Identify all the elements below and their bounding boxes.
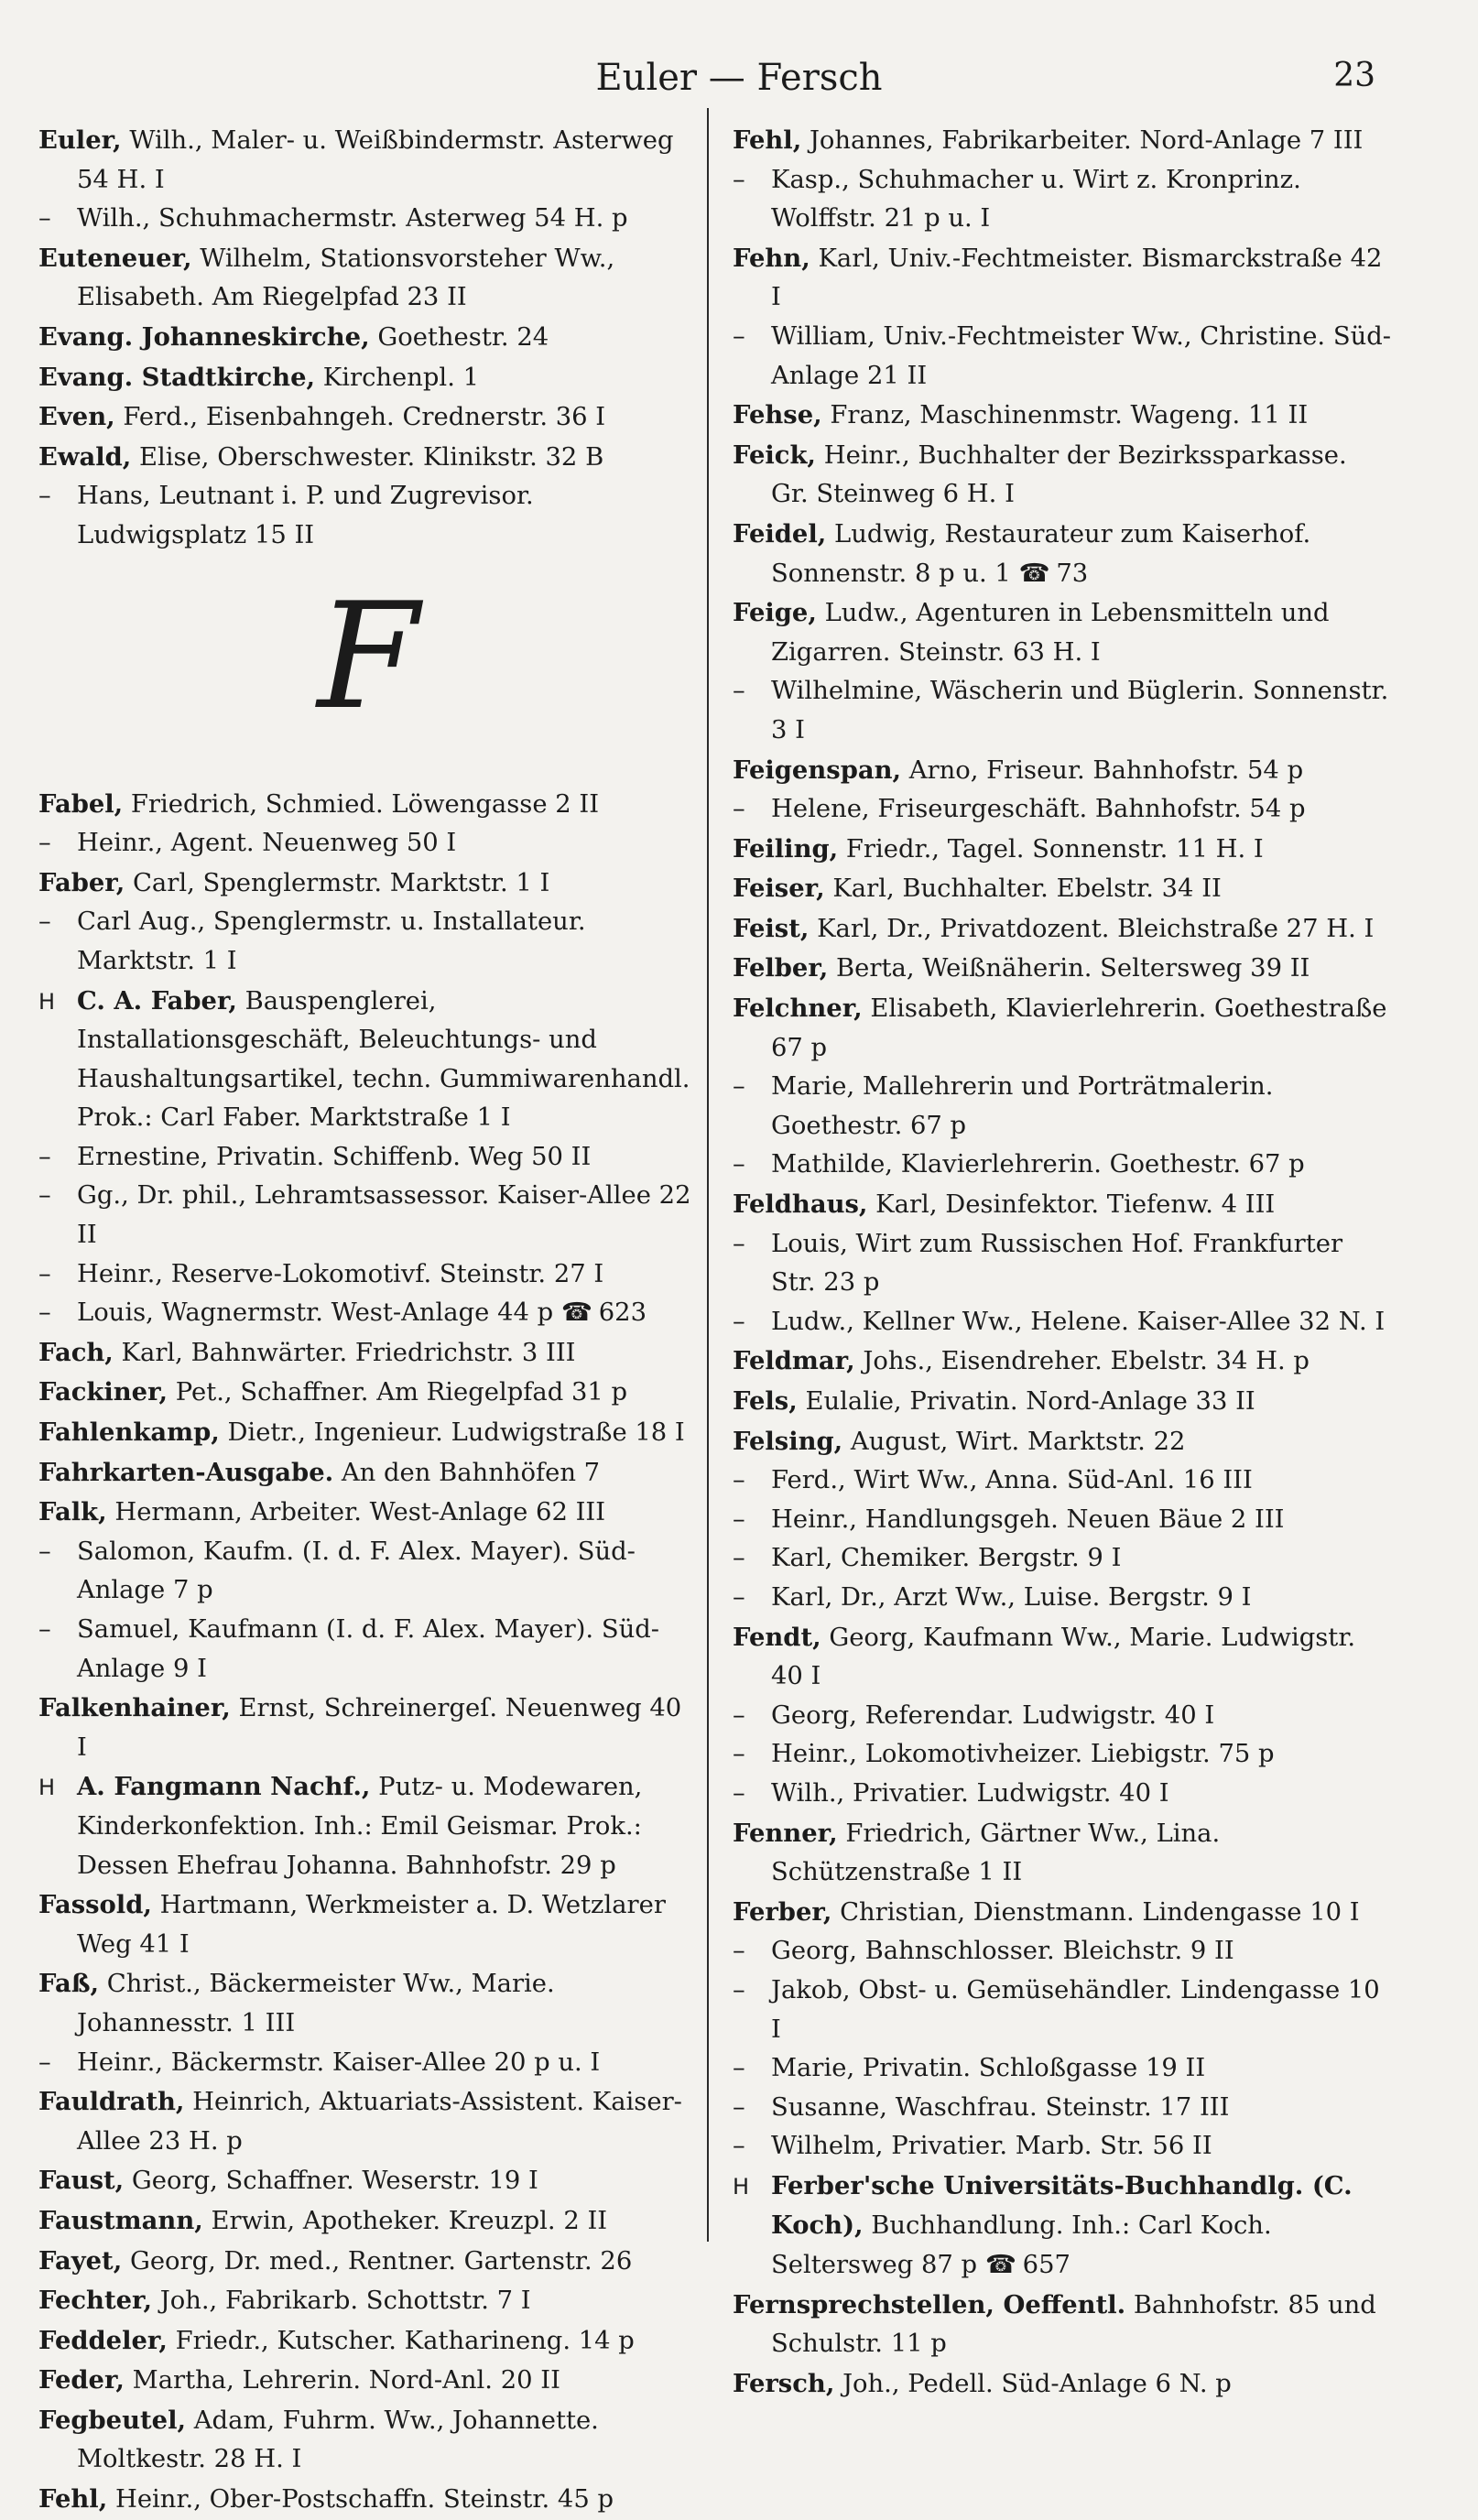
dash-mark: –	[733, 1937, 745, 1966]
directory-entry	[38, 1689, 698, 1767]
entry-name: A. Fangmann Nachf.,	[77, 1772, 371, 1802]
sub-entry	[38, 1255, 698, 1295]
sub-entry	[38, 903, 698, 981]
entry-name: Fenner,	[733, 1818, 838, 1848]
entry-details: Karl, Chemiker. Bergstr. 9 I	[771, 1544, 1122, 1573]
entry-details: Heinr., Lokomotivheizer. Liebigstr. 75 p	[771, 1740, 1275, 1769]
directory-entry	[733, 1382, 1392, 1422]
entry-details: Heinr., Ober-Postschaffn. Steinstr. 45 p	[107, 2485, 614, 2515]
directory-entry	[38, 2401, 698, 2480]
entry-name: Fackiner,	[38, 1377, 168, 1407]
directory-entry	[38, 2321, 698, 2362]
entry-details: Marie, Privatin. Schloßgasse 19 II	[771, 2054, 1206, 2083]
entry-name: Fabel,	[38, 788, 124, 819]
entry-details: Christ., Bäckermeister Ww., Marie. Johannesstr. 1 III	[77, 1970, 555, 2037]
dash-mark: –	[733, 1504, 745, 1534]
entry-details: Bahnhofstr. 85 und Schulstr. 11 p	[771, 2290, 1376, 2359]
entry-name: Felchner,	[733, 994, 863, 1024]
entry-details: Samuel, Kaufmann (I. d. F. Alex. Mayer). Süd-Anlage 9 I	[77, 1615, 660, 1683]
dash-mark: –	[733, 1229, 745, 1258]
directory-entry	[38, 1767, 698, 1885]
entry-details: Heinr., Bäckermstr. Kaiser-Allee 20 p u. I	[77, 2048, 601, 2077]
entry-details: Heinr., Reserve-Lokomotivf. Steinstr. 27 I	[77, 1259, 604, 1288]
directory-entry	[733, 593, 1392, 672]
entry-name: Feist,	[733, 913, 810, 943]
entry-details: Franz, Maschinenmstr. Wageng. 11 II	[821, 401, 1309, 430]
directory-entry	[733, 515, 1392, 593]
entry-details: Buchhandlung. Inh.: Carl Koch. Seltersweg 87 p	[771, 2211, 1272, 2280]
sub-entry	[38, 1138, 698, 1178]
dash-mark: –	[38, 829, 51, 858]
entry-details: Erwin, Apotheker. Kreuzpl. 2 II	[202, 2206, 608, 2235]
sub-entry	[38, 1294, 698, 1333]
phone-number: 73	[1056, 559, 1089, 588]
entry-details: Georg, Kaufmann Ww., Marie. Ludwigstr. 40 I	[771, 1623, 1356, 1691]
sub-entry	[38, 1611, 698, 1689]
entry-details: Wilhelmine, Wäscherin und Büglerin. Sonnenstr. 3 I	[771, 677, 1389, 744]
entry-name: Euteneuer,	[38, 243, 192, 273]
sub-entry	[733, 1579, 1392, 1618]
sub-entry	[733, 1501, 1392, 1540]
dash-mark: –	[733, 1700, 745, 1730]
entry-details: Heinr., Handlungsgeh. Neuen Bäue 2 III	[771, 1504, 1285, 1534]
dash-mark: –	[733, 165, 745, 194]
entry-name: Feige,	[733, 598, 817, 628]
left-entries-after-letter	[38, 785, 698, 2520]
directory-entry	[38, 2201, 698, 2242]
entry-details: Friedr., Tagel. Sonnenstr. 11 H. I	[838, 834, 1264, 864]
entry-details: Wilh., Maler- u. Weißbindermstr. Asterweg 54 H. I	[77, 126, 674, 194]
entry-details: Elisabeth, Klavierlehrerin. Goethestraße 67 p	[771, 994, 1387, 1062]
sub-entry	[733, 2049, 1392, 2089]
entry-details: Louis, Wagnermstr. West-Anlage 44 p	[77, 1298, 554, 1328]
entry-name: C. A. Faber,	[77, 985, 237, 1016]
entry-details: Wilh., Schuhmachermstr. Asterweg 54 H. p	[77, 204, 628, 234]
entry-name: Fach,	[38, 1337, 114, 1367]
directory-entry	[733, 2286, 1392, 2364]
sub-entry	[38, 477, 698, 555]
entry-details: Pet., Schaffner. Am Riegelpfad 31 p	[168, 1378, 628, 1407]
entry-details: Martha, Lehrerin. Nord-Anl. 20 II	[124, 2366, 560, 2395]
entry-name: Ferber'sche Universitäts-Buchhandlg. (C. Koch),	[771, 2170, 1353, 2241]
sub-entry	[733, 1775, 1392, 1814]
right-entries	[733, 121, 1392, 2404]
directory-entry	[733, 1814, 1392, 1893]
telephone-icon: ☎	[984, 2251, 1015, 2280]
entry-details: Marie, Mallehrerin und Porträtmalerin. Goethestr. 67 p	[771, 1072, 1274, 1140]
entry-name: Feidel,	[733, 518, 827, 549]
dash-mark: –	[38, 1537, 51, 1566]
sub-entry	[733, 2127, 1392, 2167]
entry-name: Fechter,	[38, 2286, 153, 2316]
directory-entry	[38, 1964, 698, 2043]
entry-name: Fehl,	[733, 125, 802, 155]
dash-mark: –	[733, 2132, 745, 2161]
entry-details: Kirchenpl. 1	[315, 363, 480, 392]
dash-mark: –	[733, 1740, 745, 1769]
dash-mark: –	[733, 2092, 745, 2122]
directory-entry	[733, 869, 1392, 909]
dash-mark: –	[733, 1150, 745, 1179]
dash-mark: –	[38, 1142, 51, 1171]
entry-details: Heinrich, Aktuariats-Assistent. Kaiser-Allee 23 H. p	[77, 2088, 682, 2156]
section-letter: F	[317, 570, 419, 742]
entry-name: Fendt,	[733, 1622, 821, 1652]
dash-mark: –	[733, 1466, 745, 1495]
entry-details: Wilh., Privatier. Ludwigstr. 40 I	[771, 1778, 1169, 1808]
directory-entry	[38, 318, 698, 358]
entry-details: Joh., Fabrikarb. Schottstr. 7 I	[152, 2286, 531, 2316]
entry-details: Ludw., Agenturen in Lebensmitteln und Zigarren. Steinstr. 63 H. I	[771, 599, 1330, 667]
sub-entry	[38, 1177, 698, 1255]
entry-name: Fehl,	[38, 2484, 108, 2515]
dash-mark: –	[38, 204, 51, 234]
entry-name: Feigenspan,	[733, 755, 902, 785]
entry-details: Hans, Leutnant i. P. und Zugrevisor. Ludwigsplatz 15 II	[77, 482, 534, 549]
entry-name: Faust,	[38, 2166, 125, 2196]
directory-entry	[38, 785, 698, 825]
entry-details: Christian, Dienstmann. Lindengasse 10 I	[831, 1897, 1360, 1927]
dash-mark: –	[733, 2054, 745, 2083]
sub-entry	[733, 1068, 1392, 1146]
entry-name: Feick,	[733, 440, 816, 470]
sub-entry	[733, 1225, 1392, 1303]
dash-mark: –	[733, 1582, 745, 1612]
entry-details: Karl, Univ.-Fechtmeister. Bismarckstraße 42 I	[771, 244, 1383, 312]
directory-entry	[733, 1618, 1392, 1697]
entry-details: Susanne, Waschfrau. Steinstr. 17 III	[771, 2092, 1230, 2122]
h-mark: H	[733, 2173, 750, 2200]
telephone-icon: ☎	[560, 1298, 592, 1328]
directory-entry	[38, 358, 698, 398]
entry-details: Johs., Eisendreher. Ebelstr. 34 H. p	[854, 1347, 1310, 1376]
sub-entry	[733, 1146, 1392, 1185]
directory-entry	[733, 1185, 1392, 1225]
entry-name: Fels,	[733, 1386, 798, 1416]
entry-details: Karl, Dr., Arzt Ww., Luise. Bergstr. 9 I	[771, 1582, 1252, 1612]
entry-details: Joh., Pedell. Süd-Anlage 6 N. p	[834, 2369, 1232, 2398]
entry-details: Karl, Bahnwärter. Friedrichstr. 3 III	[113, 1338, 576, 1367]
entry-name: Even,	[38, 402, 115, 432]
entry-name: Evang. Stadtkirche,	[38, 362, 316, 392]
dash-mark: –	[38, 1181, 51, 1211]
entry-details: Berta, Weißnäherin. Seltersweg 39 II	[828, 954, 1310, 983]
dash-mark: –	[733, 321, 745, 351]
entry-details: Dietr., Ingenieur. Ludwigstraße 18 I	[219, 1418, 685, 1448]
phone-number: 623	[598, 1298, 647, 1328]
entry-details: Wilhelm, Stationsvorsteher Ww., Elisabeth. Am Riegelpfad 23 II	[77, 244, 615, 312]
entry-details: Ferd., Eisenbahngeh. Crednerstr. 36 I	[114, 403, 606, 432]
entry-name: Fauldrath,	[38, 2087, 185, 2117]
sub-entry	[733, 1461, 1392, 1501]
dash-mark: –	[38, 1259, 51, 1288]
sub-entry	[733, 1697, 1392, 1736]
dash-mark: –	[733, 1975, 745, 2004]
directory-entry	[38, 982, 698, 1138]
entry-details: Helene, Friseurgeschäft. Bahnhofstr. 54 p	[771, 795, 1306, 824]
entry-details: Goethestr. 24	[369, 322, 549, 352]
entry-name: Feiser,	[733, 874, 825, 904]
entry-name: Faber,	[38, 867, 125, 897]
dash-mark: –	[38, 482, 51, 511]
dash-mark: –	[733, 1544, 745, 1573]
entry-name: Felsing,	[733, 1426, 843, 1456]
sub-entry	[733, 2089, 1392, 2128]
directory-entry	[38, 2361, 698, 2401]
phone-number: 657	[1022, 2251, 1070, 2280]
left-column	[38, 121, 698, 2520]
page-number: 23	[1333, 57, 1375, 94]
entry-name: Fehse,	[733, 400, 822, 430]
entry-details: Jakob, Obst- u. Gemüsehändler. Lindengasse 10 I	[771, 1975, 1380, 2044]
entry-details: Heinr., Buchhalter der Bezirkssparkasse. Gr. Steinweg 6 H. I	[771, 440, 1347, 509]
entry-details: Ludw., Kellner Ww., Helene. Kaiser-Allee 32 N. I	[771, 1307, 1386, 1336]
directory-entry	[733, 1341, 1392, 1382]
page-header	[0, 55, 1478, 110]
entry-details: Ferd., Wirt Ww., Anna. Süd-Anl. 16 III	[771, 1466, 1253, 1495]
entry-name: Fernsprechstellen, Oeffentl.	[733, 2289, 1126, 2319]
entry-details: Karl, Desinfektor. Tiefenw. 4 III	[867, 1190, 1276, 1220]
sub-entry	[733, 1539, 1392, 1579]
dash-mark: –	[733, 1072, 745, 1102]
entry-details: Putz- u. Modewaren, Kinderkonfektion. Inh.: Emil Geismar. Prok.: Dessen Ehefrau Johanna. Bahnhofstr. 29 p	[77, 1773, 643, 1880]
directory-entry	[733, 751, 1392, 791]
running-title: Euler — Fersch	[595, 57, 883, 99]
directory-entry	[38, 1493, 698, 1533]
dash-mark: –	[38, 1298, 51, 1328]
right-column	[733, 121, 1392, 2404]
entry-details: Friedr., Kutscher. Katharineng. 14 p	[167, 2326, 635, 2355]
entry-details: Hermann, Arbeiter. West-Anlage 62 III	[106, 1498, 606, 1527]
entry-details: Heinr., Agent. Neuenweg 50 I	[77, 829, 457, 858]
sub-entry	[733, 672, 1392, 750]
directory-entry	[38, 239, 698, 318]
entry-name: Fahlenkamp,	[38, 1418, 220, 1448]
directory-entry	[733, 830, 1392, 870]
dash-mark: –	[38, 907, 51, 937]
directory-entry	[733, 949, 1392, 989]
sub-entry	[38, 200, 698, 239]
dash-mark: –	[38, 1615, 51, 1644]
directory-entry	[38, 2082, 698, 2161]
h-mark: H	[38, 988, 56, 1015]
entry-name: Feddeler,	[38, 2325, 168, 2355]
entry-name: Feiling,	[733, 833, 839, 864]
directory-entry	[38, 1373, 698, 1413]
entry-name: Feldhaus,	[733, 1189, 868, 1220]
entry-details: Kasp., Schuhmacher u. Wirt z. Kronprinz. Wolffstr. 21 p u. I	[771, 165, 1301, 234]
sub-entry	[733, 318, 1392, 396]
directory-entry	[38, 121, 698, 200]
directory-entry	[733, 1893, 1392, 1933]
directory-entry	[733, 989, 1392, 1068]
directory-entry	[38, 2161, 698, 2201]
entry-details: Ernestine, Privatin. Schiffenb. Weg 50 II	[77, 1142, 592, 1171]
entry-name: Faß,	[38, 1969, 100, 1999]
directory-entry	[38, 1453, 698, 1494]
telephone-icon: ☎	[1018, 559, 1049, 588]
sub-entry	[733, 1932, 1392, 1971]
entry-details: Louis, Wirt zum Russischen Hof. Frankfurter Str. 23 p	[771, 1229, 1343, 1298]
directory-entry	[38, 2480, 698, 2520]
entry-details: Adam, Fuhrm. Ww., Johannette. Moltkestr. 28 H. I	[77, 2406, 599, 2474]
entry-details: William, Univ.-Fechtmeister Ww., Christine. Süd-Anlage 21 II	[771, 321, 1392, 390]
sub-entry	[38, 824, 698, 864]
dash-mark: –	[733, 795, 745, 824]
entry-details: Ludwig, Restaurateur zum Kaiserhof. Sonnenstr. 8 p u. 1	[771, 519, 1311, 588]
directory-entry	[733, 2364, 1392, 2405]
directory-entry	[38, 2242, 698, 2282]
entry-details: Salomon, Kaufm. (I. d. F. Alex. Mayer). Süd-Anlage 7 p	[77, 1537, 636, 1605]
entry-details: Friedrich, Schmied. Löwengasse 2 II	[123, 789, 600, 819]
directory-entry	[38, 2281, 698, 2321]
entry-details: Hartmann, Werkmeister a. D. Wetzlarer Weg 41 I	[77, 1891, 666, 1959]
sub-entry	[733, 1303, 1392, 1342]
directory-entry	[733, 436, 1392, 515]
entry-details: Carl, Spenglermstr. Marktstr. 1 I	[125, 868, 550, 897]
entry-details: Georg, Referendar. Ludwigstr. 40 I	[771, 1700, 1215, 1730]
entry-details: Johannes, Fabrikarbeiter. Nord-Anlage 7 III	[801, 126, 1364, 155]
entry-details: Arno, Friseur. Bahnhofstr. 54 p	[901, 755, 1304, 785]
entry-details: Georg, Schaffner. Weserstr. 19 I	[124, 2167, 538, 2196]
directory-entry	[733, 2167, 1392, 2286]
entry-details: Friedrich, Gärtner Ww., Lina. Schützenstraße 1 II	[771, 1819, 1221, 1887]
left-entries-before-letter	[38, 121, 698, 556]
directory-entry	[38, 864, 698, 904]
entry-details: Karl, Buchhalter. Ebelstr. 34 II	[824, 874, 1222, 904]
entry-name: Felber,	[733, 953, 829, 983]
entry-details: August, Wirt. Marktstr. 22	[842, 1427, 1186, 1456]
entry-details: Karl, Dr., Privatdozent. Bleichstraße 27 H. I	[809, 914, 1375, 943]
entry-details: Wilhelm, Privatier. Marb. Str. 56 II	[771, 2132, 1212, 2161]
sub-entry	[38, 2044, 698, 2083]
entry-details: An den Bahnhöfen 7	[333, 1458, 601, 1487]
entry-name: Fahrkarten-Ausgabe.	[38, 1457, 334, 1487]
directory-entry	[733, 121, 1392, 161]
directory-entry	[733, 396, 1392, 436]
entry-name: Fayet,	[38, 2245, 123, 2276]
sub-entry	[733, 161, 1392, 239]
entry-details: Gg., Dr. phil., Lehramtsassessor. Kaiser-Allee 22 II	[77, 1181, 691, 1250]
entry-details: Mathilde, Klavierlehrerin. Goethestr. 67 p	[771, 1150, 1305, 1179]
sub-entry	[38, 1533, 698, 1611]
entry-details: Bauspenglerei, Installationsgeschäft, Beleuchtungs- und Haushaltungsartikel, techn. Gummiwarenhandl. Prok.: Carl Faber. Marktstraße 1 I	[77, 986, 690, 1133]
sub-entry	[733, 1971, 1392, 2049]
directory-entry	[733, 239, 1392, 318]
entry-name: Feldmar,	[733, 1346, 855, 1376]
directory-entry	[38, 1885, 698, 1964]
entry-details: Georg, Dr. med., Rentner. Gartenstr. 26	[122, 2246, 633, 2276]
entry-name: Fehn,	[733, 243, 810, 273]
entry-name: Falkenhainer,	[38, 1693, 231, 1723]
dash-mark: –	[733, 677, 745, 706]
directory-entry	[38, 1333, 698, 1374]
directory-entry	[38, 397, 698, 438]
entry-name: Falk,	[38, 1497, 107, 1527]
directory-entry	[38, 1413, 698, 1453]
sub-entry	[733, 1735, 1392, 1775]
entry-name: Fersch,	[733, 2368, 835, 2398]
directory-entry	[38, 438, 698, 478]
entry-details: Carl Aug., Spenglermstr. u. Installateur. Marktstr. 1 I	[77, 907, 586, 975]
directory-entry	[733, 909, 1392, 950]
entry-name: Euler,	[38, 125, 122, 155]
entry-name: Fegbeutel,	[38, 2405, 187, 2435]
column-divider	[707, 108, 709, 2242]
entry-details: Georg, Bahnschlosser. Bleichstr. 9 II	[771, 1937, 1234, 1966]
directory-entry	[733, 1422, 1392, 1462]
entry-details: Eulalie, Privatin. Nord-Anlage 33 II	[797, 1387, 1255, 1416]
dash-mark: –	[38, 2048, 51, 2077]
dash-mark: –	[733, 1307, 745, 1336]
entry-name: Ferber,	[733, 1896, 832, 1927]
entry-name: Evang. Johanneskirche,	[38, 321, 370, 352]
entry-details: Ernst, Schreinergeſ. Neuenweg 40 I	[77, 1694, 682, 1762]
entry-details: Elise, Oberschwester. Klinikstr. 32 B	[131, 442, 604, 472]
entry-name: Faustmann,	[38, 2205, 203, 2235]
entry-name: Fassold,	[38, 1890, 152, 1920]
entry-name: Ewald,	[38, 441, 132, 472]
entry-name: Feder,	[38, 2365, 125, 2395]
dash-mark: –	[733, 1778, 745, 1808]
h-mark: H	[38, 1775, 56, 1801]
sub-entry	[733, 790, 1392, 830]
